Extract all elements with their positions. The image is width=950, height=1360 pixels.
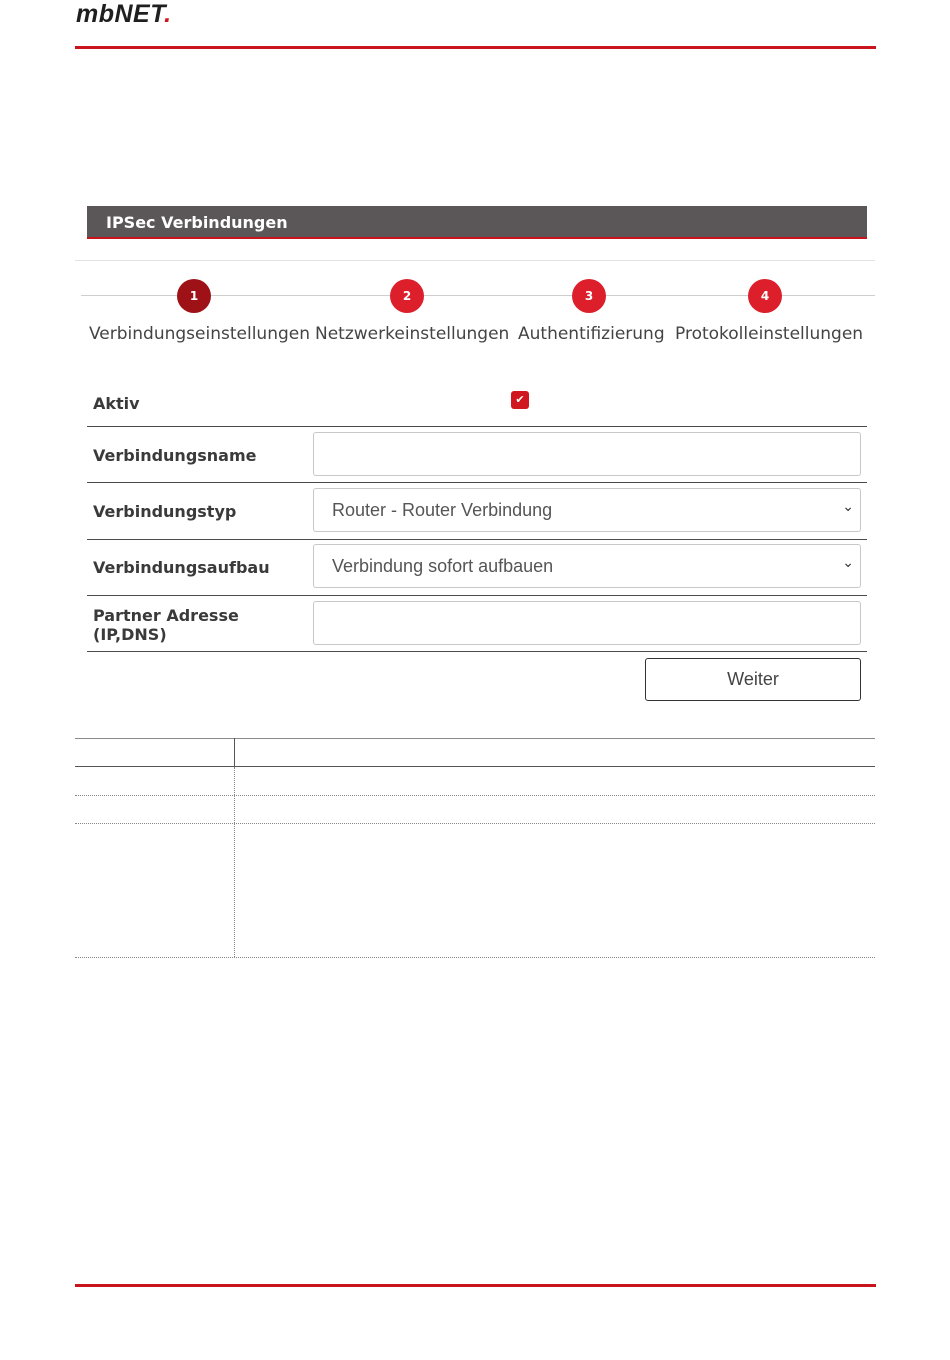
step-1-label[interactable]: Verbindungseinstellungen	[89, 324, 310, 344]
verbindungsaufbau-label: Verbindungsaufbau	[93, 558, 270, 577]
brand-name: mbNET	[76, 0, 165, 28]
panel-header	[87, 206, 867, 239]
section-separator	[75, 260, 875, 261]
chevron-down-icon: ⌄	[842, 554, 854, 570]
bottom-divider	[75, 1284, 876, 1287]
aktiv-checkbox[interactable]	[511, 391, 529, 409]
top-divider	[75, 46, 876, 49]
table-column-divider	[234, 738, 235, 767]
panel-title: IPSec Verbindungen	[106, 213, 288, 232]
verbindungsname-input[interactable]	[313, 432, 861, 476]
brand-dot: .	[164, 0, 172, 28]
table-column-divider	[234, 767, 235, 957]
verbindungsname-label: Verbindungsname	[93, 446, 257, 465]
table-top-border	[75, 738, 875, 739]
step-2-label[interactable]: Netzwerkeinstellungen	[315, 324, 510, 344]
table-row-border	[75, 795, 875, 796]
check-icon: ✔	[515, 393, 525, 406]
step-2-circle[interactable]: 2	[390, 279, 424, 313]
partner-adresse-row	[87, 596, 867, 652]
partner-adresse-label-line2: (IP,DNS)	[93, 625, 167, 644]
brand-logo	[76, 0, 172, 29]
step-4-label[interactable]: Protokolleinstellungen	[675, 324, 864, 344]
table-row-border	[75, 823, 875, 824]
weiter-button[interactable]: Weiter	[645, 658, 861, 701]
partner-adresse-label	[93, 606, 239, 644]
step-3-circle[interactable]: 3	[572, 279, 606, 313]
verbindungsaufbau-select[interactable]	[313, 544, 861, 588]
chevron-down-icon: ⌄	[842, 498, 854, 514]
table-header-border	[75, 766, 875, 767]
verbindungstyp-row	[87, 483, 867, 540]
aktiv-row	[87, 384, 867, 427]
partner-adresse-input[interactable]	[313, 601, 861, 645]
verbindungsaufbau-value: Verbindung sofort aufbauen	[332, 556, 554, 576]
step-3-label[interactable]: Authentifizierung	[518, 324, 665, 344]
step-1-circle[interactable]: 1	[177, 279, 211, 313]
verbindungstyp-label: Verbindungstyp	[93, 502, 237, 521]
step-4-circle[interactable]: 4	[748, 279, 782, 313]
verbindungsname-row	[87, 427, 867, 483]
partner-adresse-label-line1: Partner Adresse	[93, 606, 239, 625]
verbindungstyp-select[interactable]	[313, 488, 861, 532]
aktiv-label: Aktiv	[93, 394, 140, 413]
verbindungstyp-value: Router - Router Verbindung	[332, 500, 553, 520]
verbindungsaufbau-row	[87, 540, 867, 596]
table-bottom-border	[75, 957, 875, 958]
